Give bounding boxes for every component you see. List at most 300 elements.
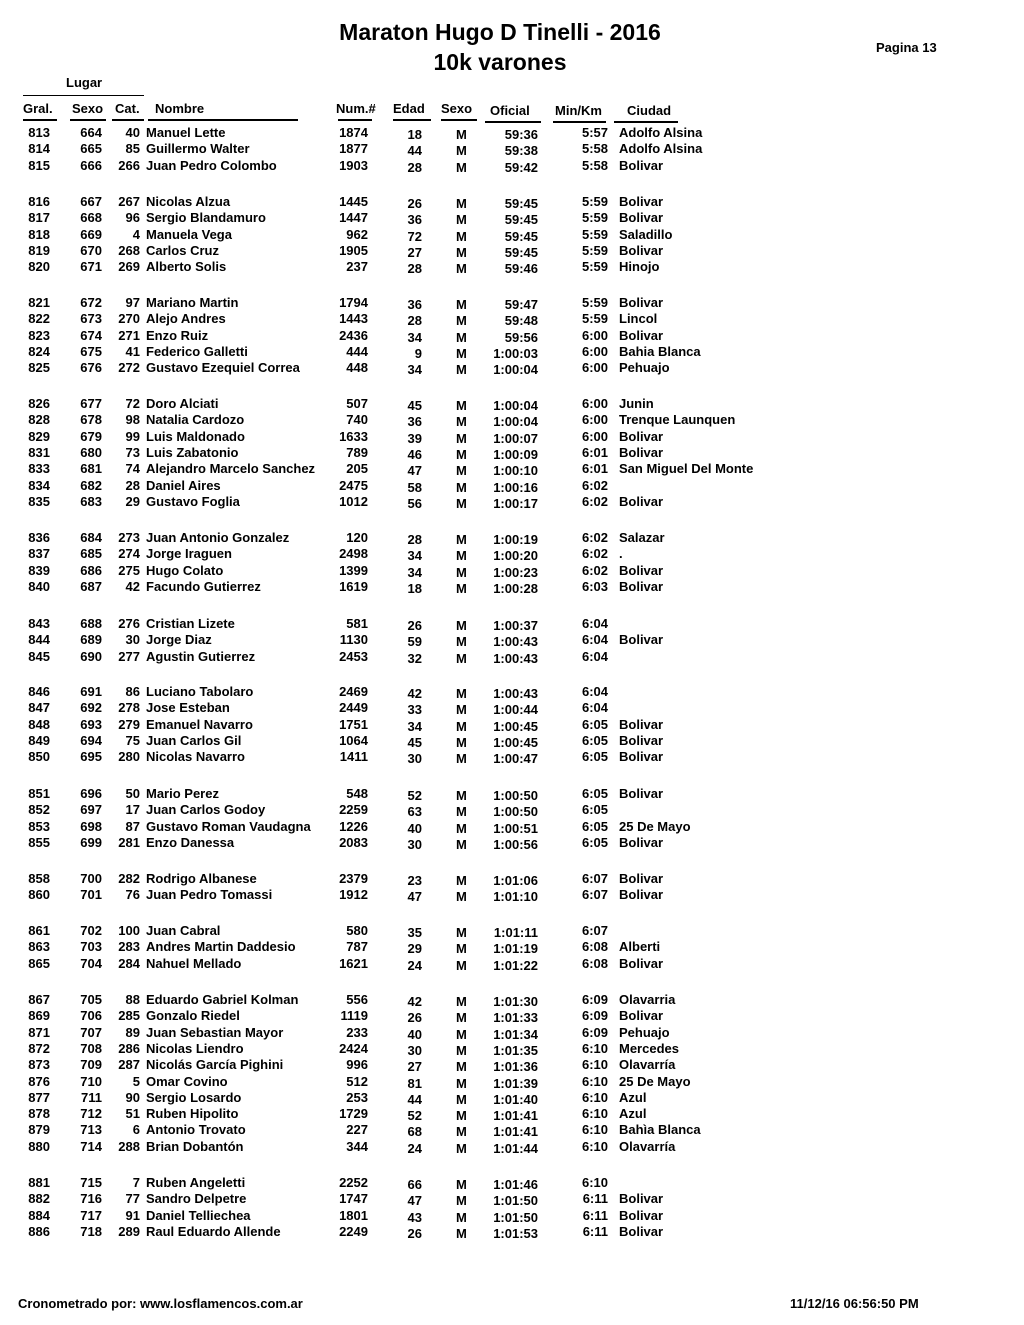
cell-ciudad: Bolivar xyxy=(619,786,664,801)
cell-sexo: M xyxy=(456,430,467,446)
cell-sexo-place: 704 xyxy=(80,955,102,971)
cell-minkm: 6:01 xyxy=(581,444,608,460)
cell-gral: 863 xyxy=(28,939,50,955)
cell-oficial: 1:00:23 xyxy=(493,564,538,580)
cell-gral: 820 xyxy=(28,259,50,275)
cell-cat: 99 xyxy=(125,428,140,444)
cell-nombre: Carlos Cruz xyxy=(146,242,219,258)
cell-ciudad: Bolivar xyxy=(619,157,664,173)
cell-sexo: M xyxy=(456,1209,467,1225)
cell-sexo-place: 714 xyxy=(80,1138,102,1154)
cell-nombre: Juan Cabral xyxy=(146,923,221,938)
cell-ciudad: Saladillo xyxy=(619,226,673,242)
cell-edad: 44 xyxy=(407,143,422,159)
cell-ciudad: Azul xyxy=(619,1089,647,1105)
cell-sexo: M xyxy=(456,618,467,633)
footer-credit: Cronometrado por: www.losflamencos.com.ar xyxy=(18,1296,303,1311)
cell-cat: 76 xyxy=(125,887,140,903)
cell-gral: 819 xyxy=(28,242,50,258)
cell-gral: 880 xyxy=(28,1138,50,1154)
cell-edad: 30 xyxy=(407,836,422,852)
cell-sexo: M xyxy=(456,345,467,361)
cell-edad: 47 xyxy=(407,463,422,479)
cell-sexo: M xyxy=(456,686,467,701)
cell-minkm: 6:05 xyxy=(581,732,608,748)
cell-nombre: Enzo Danessa xyxy=(146,834,235,850)
cell-ciudad: Olavarria xyxy=(619,992,676,1007)
cell-cat: 269 xyxy=(118,259,140,275)
table-row xyxy=(0,295,1024,311)
table-row xyxy=(0,227,1024,243)
cell-cat: 286 xyxy=(118,1040,140,1056)
cell-sexo-place: 701 xyxy=(80,887,102,903)
cell-oficial: 1:01:34 xyxy=(493,1026,538,1042)
cell-cat: 267 xyxy=(118,194,140,209)
cell-nombre: Guillermo Walter xyxy=(146,141,250,157)
cell-num: 2449 xyxy=(339,700,368,716)
cell-num: 962 xyxy=(346,226,368,242)
cell-minkm: 6:11 xyxy=(582,1191,608,1207)
cell-cat: 279 xyxy=(118,716,140,732)
cell-minkm: 5:59 xyxy=(581,242,608,258)
cell-minkm: 5:59 xyxy=(581,295,608,310)
cell-num: 1912 xyxy=(339,887,368,903)
cell-gral: 871 xyxy=(28,1024,50,1040)
cell-edad: 52 xyxy=(407,788,422,803)
cell-sexo-place: 681 xyxy=(80,461,102,477)
cell-minkm: 5:58 xyxy=(581,157,608,173)
cell-oficial: 1:00:43 xyxy=(493,650,538,666)
cell-oficial: 1:01:35 xyxy=(493,1042,538,1058)
cell-sexo-place: 678 xyxy=(80,412,102,428)
cell-edad: 47 xyxy=(407,1193,422,1209)
cell-num: 1445 xyxy=(339,194,368,209)
cell-oficial: 1:00:50 xyxy=(493,804,538,820)
table-row xyxy=(0,141,1024,157)
cell-gral: 828 xyxy=(28,412,50,428)
cell-cat: 268 xyxy=(118,242,140,258)
cell-edad: 18 xyxy=(407,127,422,142)
cell-oficial: 1:00:56 xyxy=(493,836,538,852)
cell-num: 2424 xyxy=(339,1040,368,1056)
table-row xyxy=(0,1122,1024,1138)
cell-cat: 289 xyxy=(118,1223,140,1239)
cell-oficial: 1:01:39 xyxy=(493,1075,538,1091)
col-header-minkm: Min/Km xyxy=(555,103,602,118)
cell-minkm: 6:10 xyxy=(581,1040,608,1056)
cell-nombre: Sergio Blandamuro xyxy=(146,210,266,226)
cell-minkm: 6:05 xyxy=(581,834,608,850)
cell-cat: 5 xyxy=(132,1073,140,1089)
cell-gral: 873 xyxy=(28,1057,50,1073)
cell-num: 120 xyxy=(346,530,368,545)
cell-minkm: 6:07 xyxy=(581,887,608,903)
table-row xyxy=(0,194,1024,210)
cell-ciudad: Hinojo xyxy=(619,259,660,275)
cell-cat: 96 xyxy=(125,210,140,226)
cell-minkm: 6:01 xyxy=(581,461,608,477)
cell-num: 2475 xyxy=(339,477,368,493)
cell-sexo: M xyxy=(456,634,467,650)
cell-oficial: 1:00:16 xyxy=(493,479,538,495)
cell-cat: 90 xyxy=(125,1089,140,1105)
cell-num: 1226 xyxy=(339,818,368,834)
cell-ciudad: Bolivar xyxy=(619,955,664,971)
table-row xyxy=(0,700,1024,716)
cell-sexo: M xyxy=(456,836,467,852)
cell-sexo-place: 697 xyxy=(80,802,102,818)
cell-gral: 844 xyxy=(28,632,50,648)
page-title: Maraton Hugo D Tinelli - 2016 xyxy=(339,19,661,45)
cell-num: 2379 xyxy=(339,871,368,886)
cell-gral: 818 xyxy=(28,226,50,242)
cell-oficial: 1:01:40 xyxy=(493,1091,538,1107)
page-subtitle: 10k varones xyxy=(433,49,567,75)
cell-nombre: Luciano Tabolaro xyxy=(146,684,254,699)
cell-sexo: M xyxy=(456,1225,467,1241)
cell-gral: 867 xyxy=(28,992,50,1007)
cell-sexo: M xyxy=(456,925,467,940)
cell-sexo-place: 698 xyxy=(80,818,102,834)
table-row xyxy=(0,923,1024,939)
col-header-nombre: Nombre xyxy=(155,101,205,116)
cell-num: 344 xyxy=(346,1138,368,1154)
cell-num: 1399 xyxy=(339,562,368,578)
cell-num: 2436 xyxy=(339,327,368,343)
cell-minkm: 6:04 xyxy=(581,700,608,716)
cell-ciudad: Olavarría xyxy=(619,1057,676,1073)
cell-gral: 823 xyxy=(28,327,50,343)
cell-ciudad: Pehuajo xyxy=(619,1024,670,1040)
cell-sexo-place: 716 xyxy=(80,1191,102,1207)
table-row xyxy=(0,125,1024,141)
cell-cat: 7 xyxy=(132,1175,140,1190)
cell-oficial: 1:01:50 xyxy=(493,1209,538,1225)
table-row xyxy=(0,956,1024,972)
cell-ciudad: Pehuajo xyxy=(619,360,670,376)
cell-ciudad: Bolivar xyxy=(619,428,664,444)
cell-ciudad: Bolivar xyxy=(619,295,664,310)
cell-edad: 40 xyxy=(407,820,422,836)
cell-sexo-place: 711 xyxy=(81,1089,102,1105)
cell-oficial: 59:45 xyxy=(504,196,538,211)
cell-sexo-place: 700 xyxy=(80,871,102,886)
cell-nombre: Nahuel Mellado xyxy=(146,955,242,971)
cell-sexo-place: 668 xyxy=(80,210,102,226)
cell-num: 1064 xyxy=(339,732,368,748)
header-underline xyxy=(485,121,541,123)
cell-nombre: Manuel Lette xyxy=(146,125,226,140)
cell-num: 1747 xyxy=(339,1191,368,1207)
cell-edad: 26 xyxy=(407,196,422,211)
cell-nombre: Natalia Cardozo xyxy=(146,412,245,428)
table-row xyxy=(0,494,1024,510)
cell-sexo-place: 664 xyxy=(80,125,102,140)
cell-nombre: Nicolas Navarro xyxy=(146,749,245,765)
cell-gral: 879 xyxy=(28,1122,50,1138)
cell-oficial: 1:01:06 xyxy=(493,873,538,888)
cell-gral: 831 xyxy=(28,444,50,460)
table-row xyxy=(0,360,1024,376)
cell-oficial: 1:00:04 xyxy=(493,398,538,413)
cell-edad: 47 xyxy=(407,889,422,905)
cell-edad: 28 xyxy=(407,532,422,547)
cell-num: 1877 xyxy=(339,141,368,157)
cell-minkm: 6:00 xyxy=(581,412,608,428)
cell-num: 1794 xyxy=(339,295,368,310)
cell-sexo: M xyxy=(456,329,467,345)
cell-sexo-place: 690 xyxy=(80,648,102,664)
header-underline xyxy=(70,119,106,121)
cell-edad: 45 xyxy=(407,734,422,750)
cell-edad: 32 xyxy=(407,650,422,666)
cell-gral: 858 xyxy=(28,871,50,886)
table-row xyxy=(0,1041,1024,1057)
cell-sexo-place: 669 xyxy=(80,226,102,242)
cell-cat: 282 xyxy=(118,871,140,886)
cell-edad: 30 xyxy=(407,751,422,767)
table-row xyxy=(0,429,1024,445)
header-underline xyxy=(393,119,431,121)
cell-sexo: M xyxy=(456,1091,467,1107)
cell-cat: 278 xyxy=(118,700,140,716)
table-row xyxy=(0,259,1024,275)
cell-num: 787 xyxy=(346,939,368,955)
cell-minkm: 6:04 xyxy=(581,648,608,664)
cell-cat: 91 xyxy=(125,1207,140,1223)
cell-cat: 50 xyxy=(125,786,140,801)
header-underline xyxy=(148,119,298,121)
cell-oficial: 1:00:04 xyxy=(493,362,538,378)
cell-oficial: 1:00:28 xyxy=(493,580,538,596)
cell-nombre: Luis Zabatonio xyxy=(146,444,239,460)
table-row xyxy=(0,1008,1024,1024)
cell-gral: 815 xyxy=(28,157,50,173)
cell-sexo-place: 688 xyxy=(80,616,102,631)
cell-num: 444 xyxy=(346,343,368,359)
cell-oficial: 59:45 xyxy=(504,244,538,260)
cell-sexo-place: 679 xyxy=(80,428,102,444)
cell-nombre: Juan Pedro Colombo xyxy=(146,157,277,173)
cell-sexo-place: 676 xyxy=(80,360,102,376)
cell-nombre: Alejandro Marcelo Sanchez xyxy=(146,461,316,477)
cell-nombre: Daniel Aires xyxy=(146,477,221,493)
cell-oficial: 59:38 xyxy=(504,143,538,159)
cell-gral: 824 xyxy=(28,343,50,359)
cell-cat: 271 xyxy=(118,327,140,343)
cell-nombre: Mario Perez xyxy=(146,786,219,801)
cell-oficial: 1:01:50 xyxy=(493,1193,538,1209)
cell-num: 1130 xyxy=(339,632,368,648)
cell-sexo: M xyxy=(456,479,467,495)
cell-num: 556 xyxy=(346,992,368,1007)
cell-edad: 29 xyxy=(407,941,422,957)
cell-gral: 872 xyxy=(28,1040,50,1056)
cell-gral: 816 xyxy=(28,194,50,209)
cell-edad: 26 xyxy=(407,1225,422,1241)
cell-edad: 56 xyxy=(407,495,422,511)
cell-nombre: Gonzalo Riedel xyxy=(146,1008,240,1024)
cell-oficial: 1:00:10 xyxy=(493,463,538,479)
cell-ciudad: Bolivar xyxy=(619,749,664,765)
cell-sexo-place: 687 xyxy=(80,578,102,594)
cell-edad: 52 xyxy=(407,1108,422,1124)
cell-sexo: M xyxy=(456,313,467,329)
cell-minkm: 6:00 xyxy=(581,428,608,444)
cell-sexo: M xyxy=(456,751,467,767)
cell-cat: 88 xyxy=(125,992,140,1007)
cell-edad: 63 xyxy=(407,804,422,820)
table-row xyxy=(0,461,1024,477)
cell-sexo: M xyxy=(456,1193,467,1209)
cell-cat: 75 xyxy=(125,732,140,748)
cell-nombre: Omar Covino xyxy=(146,1073,228,1089)
cell-nombre: Gustavo Ezequiel Correa xyxy=(146,360,300,376)
table-row xyxy=(0,344,1024,360)
cell-edad: 34 xyxy=(407,564,422,580)
cell-sexo-place: 717 xyxy=(80,1207,102,1223)
cell-cat: 287 xyxy=(118,1057,140,1073)
cell-oficial: 1:00:19 xyxy=(493,532,538,547)
cell-sexo: M xyxy=(456,548,467,564)
cell-cat: 73 xyxy=(125,444,140,460)
cell-oficial: 1:01:30 xyxy=(493,994,538,1009)
cell-cat: 274 xyxy=(118,546,140,562)
cell-ciudad: Bolivar xyxy=(619,210,664,226)
cell-ciudad: Azul xyxy=(619,1106,647,1122)
cell-edad: 36 xyxy=(407,212,422,228)
cell-nombre: Jorge Diaz xyxy=(146,632,212,648)
cell-sexo: M xyxy=(456,1177,467,1192)
cell-nombre: Sergio Losardo xyxy=(146,1089,242,1105)
cell-num: 2083 xyxy=(339,834,368,850)
cell-nombre: Antonio Trovato xyxy=(146,1122,246,1138)
cell-edad: 42 xyxy=(407,686,422,701)
cell-cat: 74 xyxy=(125,461,140,477)
cell-cat: 277 xyxy=(118,648,140,664)
lugar-group-label: Lugar xyxy=(66,75,103,90)
cell-sexo: M xyxy=(456,212,467,228)
cell-sexo: M xyxy=(456,873,467,888)
table-row xyxy=(0,835,1024,851)
cell-num: 227 xyxy=(346,1122,368,1138)
cell-nombre: Juan Pedro Tomassi xyxy=(146,887,273,903)
cell-sexo-place: 667 xyxy=(80,194,102,209)
col-header-edad: Edad xyxy=(393,101,425,116)
cell-edad: 59 xyxy=(407,634,422,650)
cell-sexo-place: 686 xyxy=(80,562,102,578)
table-row xyxy=(0,396,1024,412)
cell-minkm: 6:10 xyxy=(581,1138,608,1154)
cell-ciudad: Olavarría xyxy=(619,1138,676,1154)
cell-gral: 845 xyxy=(28,648,50,664)
cell-nombre: Nicolas Alzua xyxy=(146,194,231,209)
cell-minkm: 6:00 xyxy=(581,327,608,343)
cell-edad: 34 xyxy=(407,718,422,734)
cell-cat: 288 xyxy=(118,1138,140,1154)
cell-cat: 28 xyxy=(125,477,140,493)
cell-minkm: 6:02 xyxy=(581,546,608,562)
cell-gral: 829 xyxy=(28,428,50,444)
cell-oficial: 1:00:20 xyxy=(493,548,538,564)
cell-ciudad: Bolivar xyxy=(619,834,664,850)
cell-edad: 45 xyxy=(407,398,422,413)
cell-nombre: Ruben Hipolito xyxy=(146,1106,239,1122)
cell-sexo-place: 685 xyxy=(80,546,102,562)
header-underline xyxy=(112,119,144,121)
cell-sexo: M xyxy=(456,532,467,547)
cell-oficial: 1:00:07 xyxy=(493,430,538,446)
table-row xyxy=(0,717,1024,733)
cell-sexo-place: 696 xyxy=(80,786,102,801)
cell-num: 1729 xyxy=(339,1106,368,1122)
cell-minkm: 6:07 xyxy=(581,923,608,938)
header-underline xyxy=(441,119,477,121)
cell-nombre: Alejo Andres xyxy=(146,311,226,327)
table-row xyxy=(0,802,1024,818)
cell-num: 2469 xyxy=(339,684,368,699)
cell-gral: 851 xyxy=(28,786,50,801)
cell-ciudad: Salazar xyxy=(619,530,665,545)
cell-gral: 850 xyxy=(28,749,50,765)
table-row xyxy=(0,1191,1024,1207)
cell-edad: 9 xyxy=(414,345,422,361)
cell-oficial: 1:01:36 xyxy=(493,1059,538,1075)
cell-sexo: M xyxy=(456,1042,467,1058)
cell-minkm: 6:04 xyxy=(581,684,608,699)
table-row xyxy=(0,1208,1024,1224)
cell-num: 253 xyxy=(346,1089,368,1105)
cell-sexo-place: 708 xyxy=(80,1040,102,1056)
table-row xyxy=(0,616,1024,632)
cell-oficial: 1:01:41 xyxy=(493,1108,538,1124)
cell-cat: 17 xyxy=(125,802,140,818)
table-row xyxy=(0,1224,1024,1240)
cell-cat: 40 xyxy=(125,125,140,140)
cell-gral: 861 xyxy=(28,923,50,938)
cell-ciudad: Bolivar xyxy=(619,1191,664,1207)
cell-nombre: Alberto Solis xyxy=(146,259,227,275)
cell-num: 581 xyxy=(346,616,368,631)
cell-cat: 283 xyxy=(118,939,140,955)
cell-ciudad: Adolfo Alsina xyxy=(619,125,703,140)
cell-minkm: 6:10 xyxy=(581,1106,608,1122)
cell-gral: 846 xyxy=(28,684,50,699)
cell-sexo-place: 702 xyxy=(80,923,102,938)
cell-num: 1903 xyxy=(339,157,368,173)
cell-gral: 833 xyxy=(28,461,50,477)
cell-minkm: 5:59 xyxy=(581,259,608,275)
cell-sexo: M xyxy=(456,580,467,596)
cell-sexo-place: 705 xyxy=(80,992,102,1007)
cell-oficial: 1:00:03 xyxy=(493,345,538,361)
table-row xyxy=(0,579,1024,595)
cell-num: 2259 xyxy=(339,802,368,818)
cell-edad: 42 xyxy=(407,994,422,1009)
cell-edad: 18 xyxy=(407,580,422,596)
cell-edad: 34 xyxy=(407,329,422,345)
cell-oficial: 1:00:45 xyxy=(493,718,538,734)
cell-oficial: 1:00:37 xyxy=(493,618,538,633)
cell-minkm: 6:10 xyxy=(581,1089,608,1105)
cell-minkm: 6:02 xyxy=(581,477,608,493)
cell-cat: 86 xyxy=(125,684,140,699)
table-row xyxy=(0,1139,1024,1155)
table-row xyxy=(0,546,1024,562)
cell-minkm: 5:59 xyxy=(581,226,608,242)
cell-gral: 817 xyxy=(28,210,50,226)
cell-num: 1411 xyxy=(339,749,368,765)
